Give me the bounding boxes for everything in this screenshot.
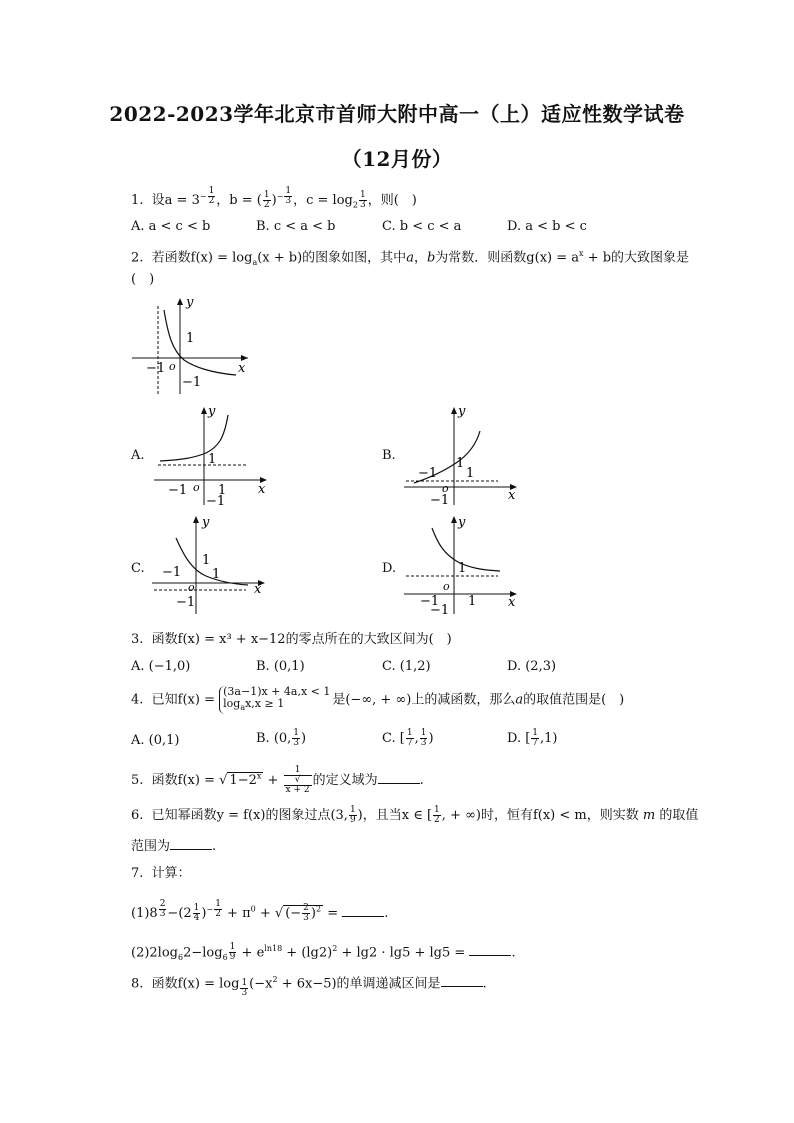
question-3: 3. 函数f(x) = x³ + x−12的零点所在的大致区间为( ) xyxy=(131,632,452,647)
svg-text:1: 1 xyxy=(202,553,211,568)
question-6-cont: 范围为 . xyxy=(131,839,217,854)
exam-subtitle: （12月份） xyxy=(341,147,453,171)
q1-option-d: D. a < b < c xyxy=(507,219,587,234)
q3-option-c: C. (1,2) xyxy=(382,659,431,674)
svg-text:y: y xyxy=(458,515,466,530)
svg-text:x: x xyxy=(254,582,262,597)
svg-text:o: o xyxy=(169,360,176,373)
svg-text:x: x xyxy=(508,488,516,503)
q4-option-d: D. [ $\frac{1}{7}$ ,1) xyxy=(507,728,558,748)
question-4: 4. 已知f(x) = (3a−1)x + 4a,x < 1 $\log_ax,x \ge 1$ 是(−∞, + ∞)上的减函数，那么a的取值范围是( ) xyxy=(131,685,625,713)
q1-option-a: A. a < c < b xyxy=(131,219,211,234)
q2-option-a-label: A. xyxy=(131,448,145,463)
q4-option-c: C. [ $\frac{1}{7}$ , $\frac{1}{3}$ ) xyxy=(382,728,434,748)
svg-text:o: o xyxy=(193,481,200,494)
svg-text:y: y xyxy=(186,295,194,310)
q2-option-c-label: C. xyxy=(131,561,145,576)
svg-text:1: 1 xyxy=(468,594,477,609)
svg-text:y: y xyxy=(458,404,466,419)
q1-option-b: B. c < a < b xyxy=(256,219,336,234)
q4-option-b: B. (0, $\frac{1}{3}$ ) xyxy=(256,728,307,748)
exam-title: 2022-2023学年北京市首师大附中高一（上）适应性数学试卷 xyxy=(109,102,685,126)
q3-option-a: A. (−1,0) xyxy=(131,659,191,674)
svg-text:−1: −1 xyxy=(176,595,196,610)
piecewise-brace: (3a−1)x + 4a,x < 1 $\log_ax,x \ge 1$ xyxy=(219,686,330,714)
svg-text:x: x xyxy=(238,361,246,376)
q7-part2-answer-blank[interactable] xyxy=(469,943,511,956)
q2-main-graph xyxy=(128,294,258,396)
svg-text:−1: −1 xyxy=(430,493,450,507)
question-7-part-1: (1)8 $^{\frac{2}{3}}$ −(2 $\frac{1}{4}$ )$^{- \frac{1}{2}}$ + $\pi^0$ + √ (− $\frac{2}{3}$ )$^2$ = . xyxy=(131,899,389,923)
question-2-cont: ( ) xyxy=(131,272,155,287)
question-1: 1. 设$a = 3^{- \frac{1}{2}}$ ，b = ( $\frac{1}{2}$ )$^{- \frac{1}{3}}$ ，$c = \log_2$ $\frac{1}{3}$ ，则( ) xyxy=(131,186,417,210)
q2-option-d-graph xyxy=(400,512,525,616)
question-7-part-2: $(2)2\log_62-\log_6$ $\frac{1}{9}$ + $e^{ln18} + (\lg 2)^2 + \lg 2 \cdot \lg 5 + \lg 5$ = . xyxy=(131,942,516,963)
question-2: 2. 若函数$f(x) = \log_a(x + b)$的图象如图，其中a，b为常数．则函数$g(x) = a^x + b$的大致图象是 xyxy=(131,249,690,267)
svg-text:1: 1 xyxy=(466,466,475,481)
svg-text:1: 1 xyxy=(218,483,227,498)
svg-text:1: 1 xyxy=(458,561,467,576)
q2-option-c-graph xyxy=(148,512,273,616)
q1-option-c: C. b < c < a xyxy=(382,219,462,234)
question-6: 6. 已知幂函数y = f(x)的图象过点(3, $\frac{1}{9}$ )，且当x ∈ [ $\frac{1}{2}$ , + ∞)时，恒有f(x) < m，则实数 m 的取值 xyxy=(131,805,699,825)
svg-text:1: 1 xyxy=(208,452,217,467)
question-5: 5. 函数f(x) = √ $1-2^x$ + 1 √ x + 2 的定义域为 . xyxy=(131,765,424,795)
svg-text:1: 1 xyxy=(186,331,195,346)
q5-answer-blank[interactable] xyxy=(378,771,420,784)
q7-part1-answer-blank[interactable] xyxy=(342,904,384,917)
svg-text:1: 1 xyxy=(212,567,221,582)
q6-answer-blank[interactable] xyxy=(170,837,212,850)
q3-option-b: B. (0,1) xyxy=(256,659,305,674)
q8-answer-blank[interactable] xyxy=(441,974,483,987)
svg-text:−1: −1 xyxy=(182,375,202,390)
svg-text:x: x xyxy=(258,482,266,497)
q4-option-a: A. (0,1) xyxy=(131,733,180,748)
svg-text:y: y xyxy=(208,404,216,419)
svg-text:−1: −1 xyxy=(206,494,226,507)
q2-option-b-graph xyxy=(400,403,525,507)
svg-text:−1: −1 xyxy=(168,483,188,498)
svg-text:−1: −1 xyxy=(162,565,182,580)
question-8: 8. 函数f(x) = log $_{\frac{1}{3}}$ $(-x^2 + 6x-5)$的单调递减区间是 . xyxy=(131,975,487,999)
svg-text:o: o xyxy=(443,580,450,593)
svg-text:−1: −1 xyxy=(418,466,438,481)
svg-text:−1: −1 xyxy=(420,594,440,609)
svg-text:−1: −1 xyxy=(146,361,166,376)
q2-option-b-label: B. xyxy=(382,448,396,463)
svg-text:−1: −1 xyxy=(430,603,450,616)
q3-option-d: D. (2,3) xyxy=(507,659,557,674)
svg-text:o: o xyxy=(442,482,449,495)
svg-text:y: y xyxy=(202,515,210,530)
q2-option-a-graph xyxy=(150,403,275,507)
svg-text:x: x xyxy=(508,595,516,610)
question-7: 7. 计算： xyxy=(131,866,191,881)
svg-text:o: o xyxy=(188,581,195,594)
q2-option-d-label: D. xyxy=(382,561,397,576)
svg-text:1: 1 xyxy=(456,456,465,471)
